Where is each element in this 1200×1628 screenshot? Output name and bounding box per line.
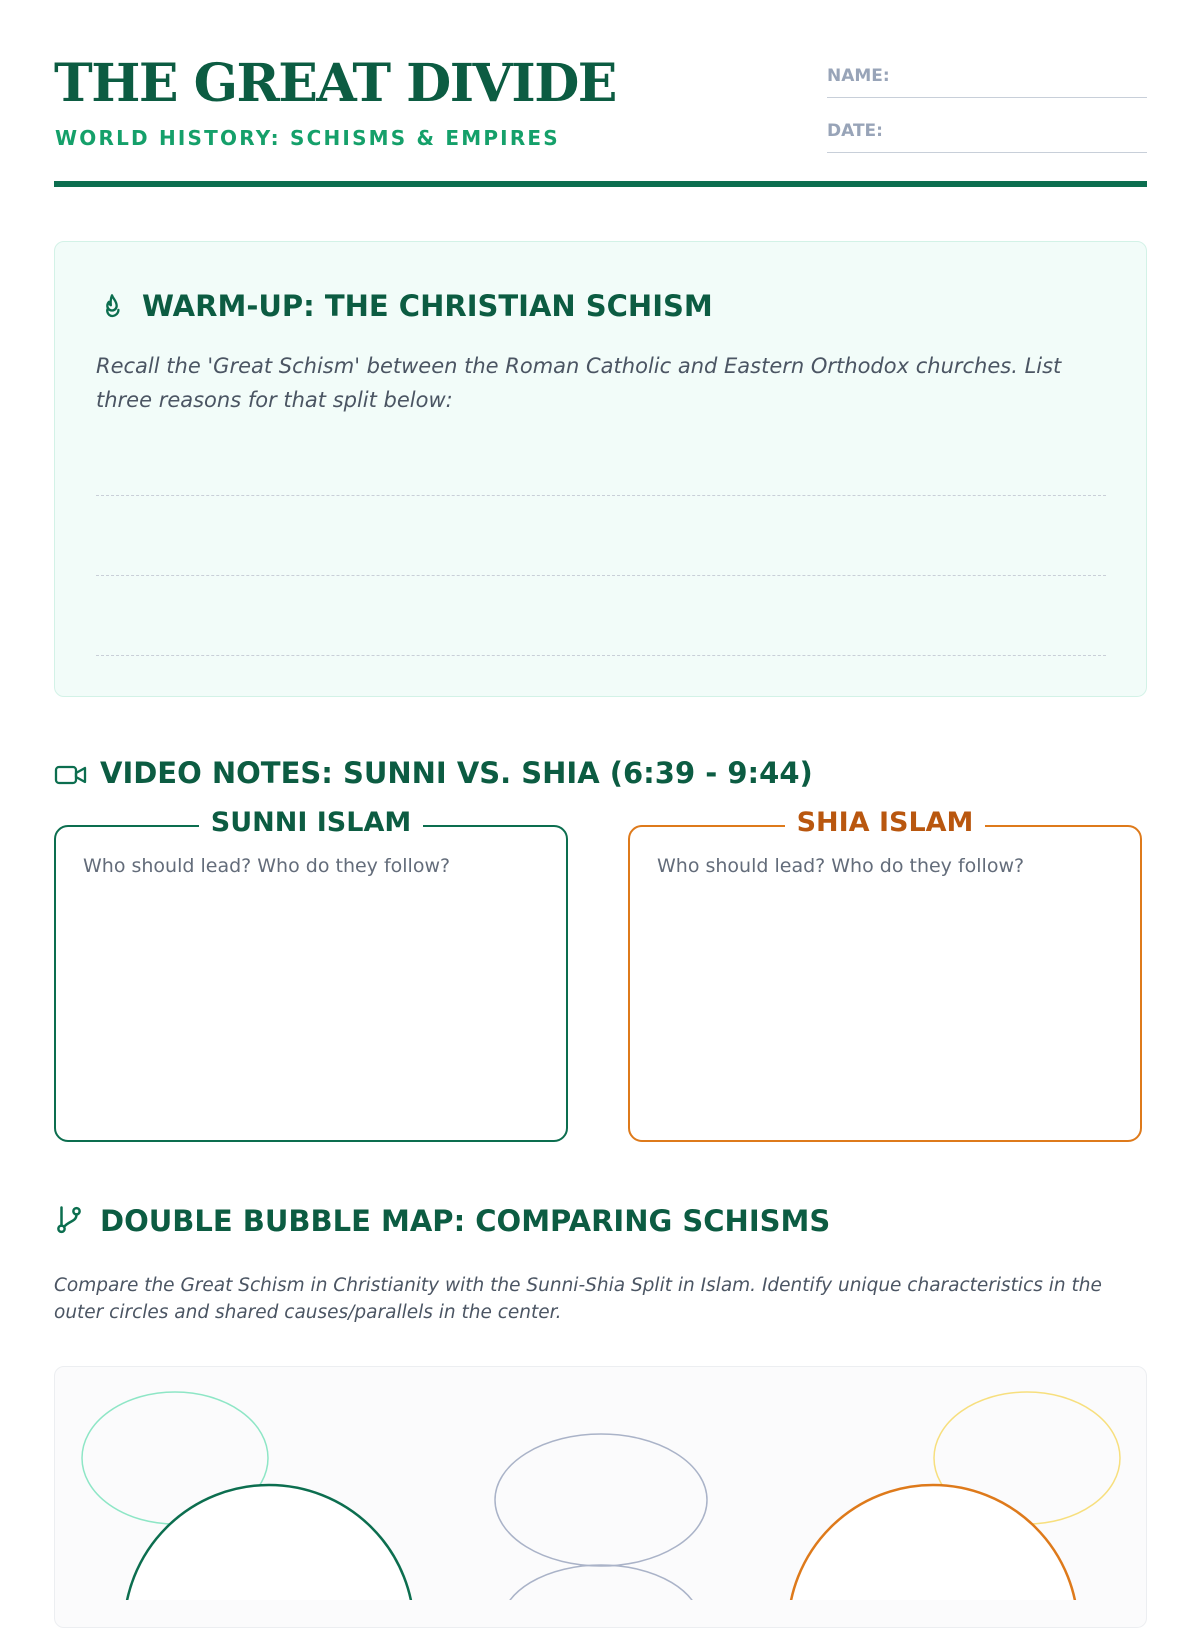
- answer-line[interactable]: [96, 495, 1106, 496]
- sunni-label: SUNNI ISLAM: [199, 807, 423, 838]
- right-main-bubble[interactable]: [788, 1485, 1078, 1600]
- branch-icon: [54, 1205, 84, 1235]
- shia-prompt: Who should lead? Who do they follow?: [657, 855, 1025, 877]
- bubble-map-title: DOUBLE BUBBLE MAP: COMPARING SCHISMS: [100, 1204, 831, 1238]
- left-main-bubble[interactable]: [124, 1485, 414, 1600]
- center-bubble[interactable]: [501, 1565, 701, 1600]
- warmup-title: WARM-UP: THE CHRISTIAN SCHISM: [142, 289, 713, 323]
- name-label: NAME:: [827, 66, 890, 86]
- shia-notes-box[interactable]: [628, 807, 1142, 1142]
- bubble-map-description: Compare the Great Schism in Christianity with the Sunni-Shia Split in Islam. Identify unique characteristics in the outer circles and shared causes/parallels in the center.: [54, 1275, 1102, 1323]
- bubble-map-drawing: [0, 1366, 1200, 1600]
- video-notes-title: VIDEO NOTES: SUNNI VS. SHIA (6:39 - 9:44): [100, 756, 813, 790]
- center-bubble[interactable]: [495, 1434, 707, 1566]
- name-field-line[interactable]: [827, 97, 1147, 98]
- answer-line[interactable]: [96, 655, 1106, 656]
- shia-label: SHIA ISLAM: [785, 807, 986, 838]
- flame-icon: [98, 292, 126, 322]
- answer-line[interactable]: [96, 575, 1106, 576]
- worksheet-title: THE GREAT DIVIDE: [54, 53, 616, 114]
- date-field-line[interactable]: [827, 152, 1147, 153]
- header-divider: [54, 181, 1147, 187]
- warmup-prompt: Recall the 'Great Schism' between the Roman Catholic and Eastern Orthodox churches. List three reasons for that split below:: [96, 354, 1062, 412]
- sunni-notes-box[interactable]: [54, 807, 568, 1142]
- sunni-prompt: Who should lead? Who do they follow?: [83, 855, 451, 877]
- date-label: DATE:: [827, 121, 883, 141]
- worksheet-subtitle: WORLD HISTORY: SCHISMS & EMPIRES: [55, 126, 560, 150]
- video-camera-icon: [54, 763, 88, 787]
